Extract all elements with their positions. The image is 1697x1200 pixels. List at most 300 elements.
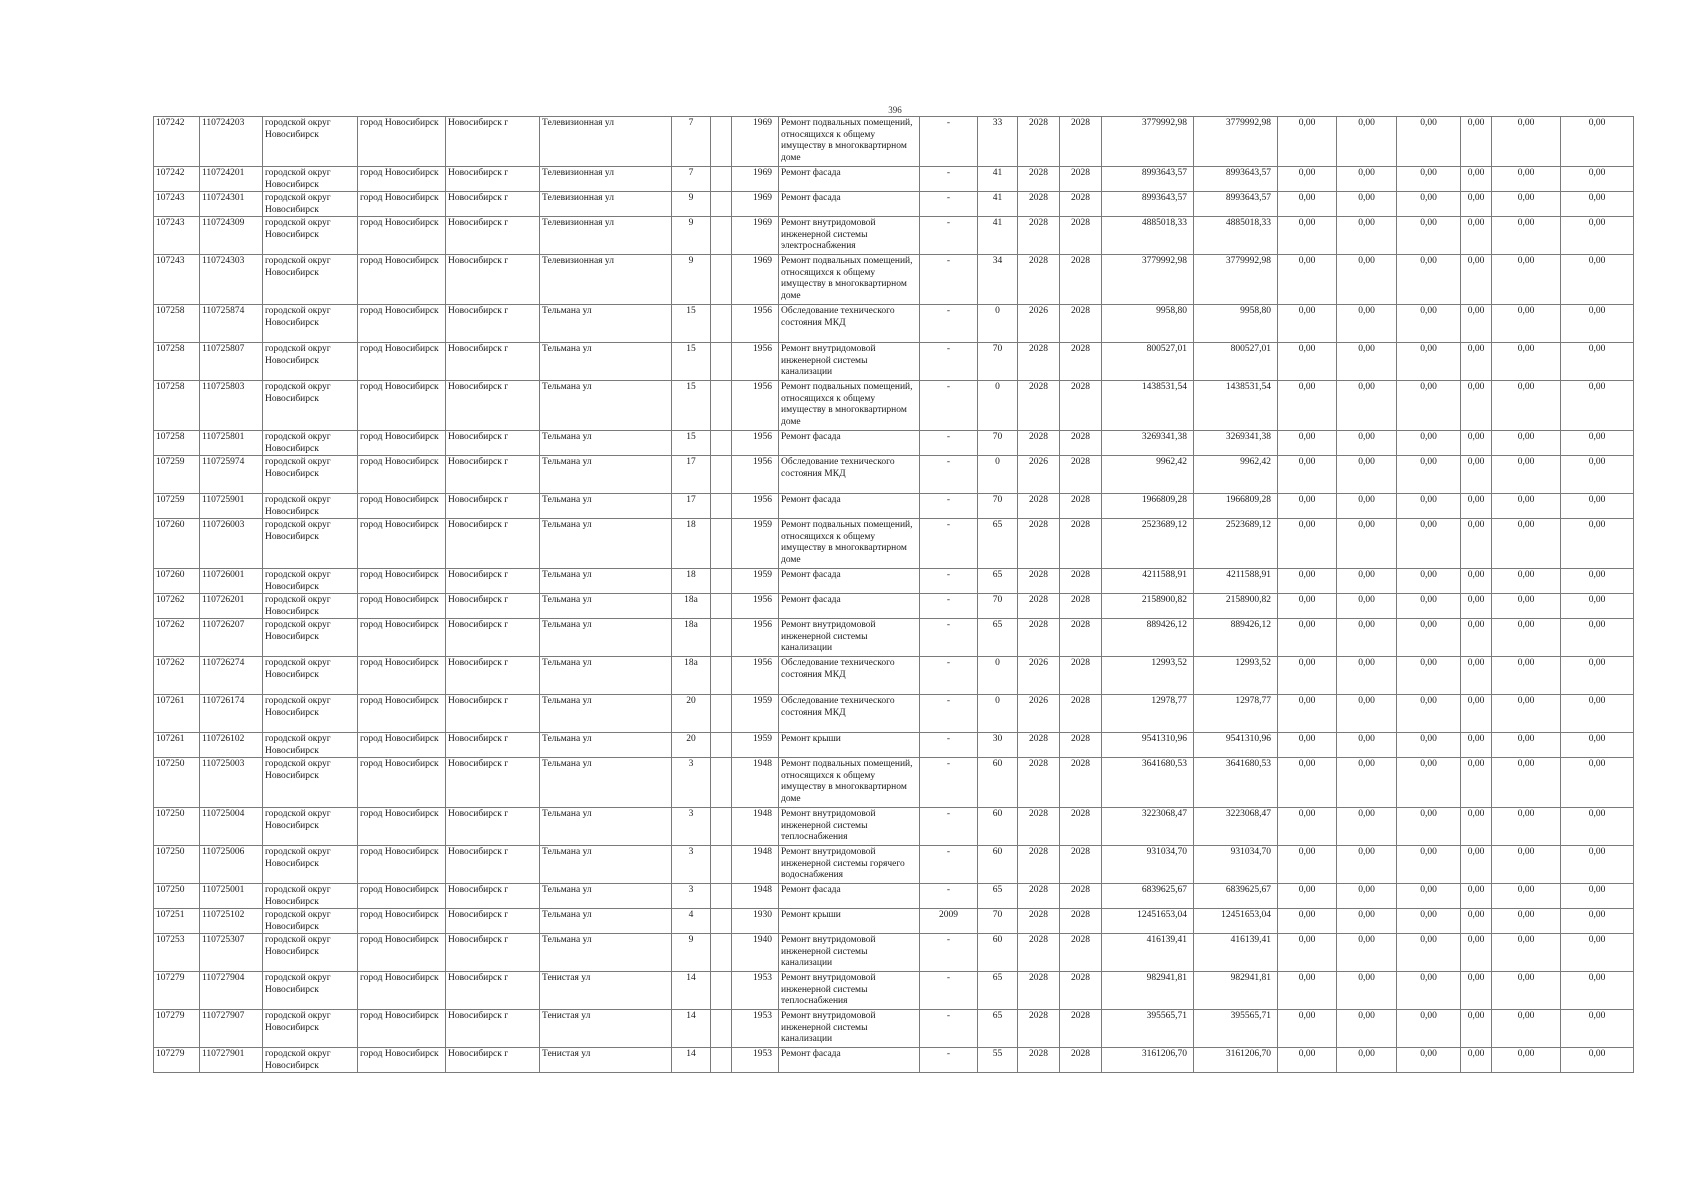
cell-last-repair-year: - — [920, 808, 978, 846]
cell-last-repair-year: - — [920, 619, 978, 657]
cell-locality: Новосибирск г — [446, 381, 540, 431]
cell-street: Тельмана ул — [540, 733, 672, 758]
cell-house-id: 107250 — [154, 846, 200, 884]
cell-wear-percent: 60 — [978, 808, 1018, 846]
cell-year-built: 1956 — [732, 594, 779, 619]
cell-regional-budget: 0,00 — [1278, 846, 1337, 884]
cell-work-type: Ремонт крыши — [779, 909, 920, 934]
cell-regional-budget: 0,00 — [1278, 1048, 1337, 1073]
cell-limit-cost: 0,00 — [1561, 972, 1634, 1010]
cell-work-id: 110724201 — [200, 167, 263, 192]
cell-other-funds: 0,00 — [1461, 494, 1492, 519]
cell-plan-year-end: 2028 — [1060, 456, 1102, 494]
cell-work-type: Ремонт внутридомовой инженерной системы теплоснабжения — [779, 972, 920, 1010]
cell-settlement: город Новосибирск — [358, 695, 446, 733]
cell-wear-percent: 0 — [978, 305, 1018, 343]
cell-specific-cost: 0,00 — [1492, 619, 1561, 657]
cell-wear-percent: 60 — [978, 846, 1018, 884]
cell-settlement: город Новосибирск — [358, 192, 446, 217]
cell-locality: Новосибирск г — [446, 1010, 540, 1048]
cell-local-budget: 0,00 — [1337, 733, 1397, 758]
cell-street: Тельмана ул — [540, 569, 672, 594]
cell-local-budget: 0,00 — [1337, 808, 1397, 846]
cell-settlement: город Новосибирск — [358, 305, 446, 343]
cell-locality: Новосибирск г — [446, 217, 540, 255]
cell-street: Тельмана ул — [540, 657, 672, 695]
cell-settlement: город Новосибирск — [358, 569, 446, 594]
cell-local-budget: 0,00 — [1337, 343, 1397, 381]
cell-last-repair-year: - — [920, 255, 978, 305]
cell-owner-funds: 0,00 — [1397, 381, 1461, 431]
cell-work-type: Ремонт фасада — [779, 594, 920, 619]
cell-plan-year-start: 2028 — [1018, 846, 1060, 884]
cell-plan-year-start: 2028 — [1018, 909, 1060, 934]
cell-regional-budget: 0,00 — [1278, 758, 1337, 808]
cell-owner-funds: 0,00 — [1397, 619, 1461, 657]
cell-other-funds: 0,00 — [1461, 343, 1492, 381]
cell-last-repair-year: - — [920, 884, 978, 909]
cell-limit-cost: 0,00 — [1561, 255, 1634, 305]
cell-building — [711, 456, 732, 494]
cell-settlement: город Новосибирск — [358, 1048, 446, 1073]
cell-building — [711, 381, 732, 431]
cell-settlement: город Новосибирск — [358, 657, 446, 695]
cell-house-id: 107250 — [154, 884, 200, 909]
cell-last-repair-year: - — [920, 934, 978, 972]
cell-limit-cost: 0,00 — [1561, 909, 1634, 934]
cell-limit-cost: 0,00 — [1561, 1010, 1634, 1048]
cell-municipal-district: городской округ Новосибирск — [263, 343, 358, 381]
cell-year-built: 1969 — [732, 117, 779, 167]
table-row — [154, 569, 1634, 594]
cell-plan-year-start: 2028 — [1018, 733, 1060, 758]
cell-house-number: 4 — [672, 909, 711, 934]
cell-wear-percent: 65 — [978, 569, 1018, 594]
cell-plan-year-end: 2028 — [1060, 343, 1102, 381]
cell-regional-budget: 0,00 — [1278, 909, 1337, 934]
table-row — [154, 657, 1634, 695]
cell-building — [711, 758, 732, 808]
cell-locality: Новосибирск г — [446, 619, 540, 657]
cell-locality: Новосибирск г — [446, 733, 540, 758]
cell-year-built: 1956 — [732, 381, 779, 431]
cell-owner-funds: 0,00 — [1397, 192, 1461, 217]
cell-building — [711, 117, 732, 167]
cell-settlement: город Новосибирск — [358, 381, 446, 431]
cell-house-id: 107279 — [154, 972, 200, 1010]
cell-building — [711, 733, 732, 758]
table-row — [154, 972, 1634, 1010]
cell-work-type: Ремонт фасада — [779, 192, 920, 217]
cell-settlement: город Новосибирск — [358, 758, 446, 808]
cell-plan-year-start: 2028 — [1018, 594, 1060, 619]
cell-work-type: Ремонт внутридомовой инженерной системы теплоснабжения — [779, 808, 920, 846]
cell-street: Тельмана ул — [540, 758, 672, 808]
cell-house-id: 107243 — [154, 217, 200, 255]
cell-specific-cost: 0,00 — [1492, 381, 1561, 431]
page-number: 396 — [888, 105, 902, 115]
cell-plan-year-end: 2028 — [1060, 1010, 1102, 1048]
cell-house-number: 9 — [672, 192, 711, 217]
cell-street: Тенистая ул — [540, 1010, 672, 1048]
cell-work-id: 110724301 — [200, 192, 263, 217]
cell-fund-cost: 3223068,47 — [1194, 808, 1278, 846]
cell-building — [711, 255, 732, 305]
cell-plan-year-start: 2028 — [1018, 192, 1060, 217]
cell-house-number: 3 — [672, 846, 711, 884]
cell-street: Тельмана ул — [540, 519, 672, 569]
cell-plan-year-end: 2028 — [1060, 657, 1102, 695]
cell-last-repair-year: - — [920, 381, 978, 431]
cell-municipal-district: городской округ Новосибирск — [263, 884, 358, 909]
cell-work-id: 110727907 — [200, 1010, 263, 1048]
cell-year-built: 1953 — [732, 1010, 779, 1048]
cell-locality: Новосибирск г — [446, 117, 540, 167]
cell-year-built: 1940 — [732, 934, 779, 972]
cell-work-type: Ремонт крыши — [779, 733, 920, 758]
cell-house-id: 107258 — [154, 343, 200, 381]
cell-specific-cost: 0,00 — [1492, 456, 1561, 494]
cell-total-cost: 6839625,67 — [1102, 884, 1194, 909]
cell-total-cost: 395565,71 — [1102, 1010, 1194, 1048]
cell-total-cost: 3269341,38 — [1102, 431, 1194, 456]
cell-house-number: 9 — [672, 934, 711, 972]
cell-building — [711, 619, 732, 657]
cell-house-number: 15 — [672, 381, 711, 431]
cell-house-number: 14 — [672, 972, 711, 1010]
cell-house-id: 107279 — [154, 1048, 200, 1073]
cell-other-funds: 0,00 — [1461, 934, 1492, 972]
cell-total-cost: 3161206,70 — [1102, 1048, 1194, 1073]
cell-other-funds: 0,00 — [1461, 884, 1492, 909]
cell-year-built: 1948 — [732, 758, 779, 808]
cell-house-id: 107261 — [154, 695, 200, 733]
cell-work-id: 110726274 — [200, 657, 263, 695]
cell-specific-cost: 0,00 — [1492, 431, 1561, 456]
cell-year-built: 1948 — [732, 808, 779, 846]
cell-plan-year-start: 2028 — [1018, 808, 1060, 846]
cell-work-id: 110725807 — [200, 343, 263, 381]
cell-regional-budget: 0,00 — [1278, 594, 1337, 619]
cell-plan-year-start: 2028 — [1018, 934, 1060, 972]
cell-street: Тельмана ул — [540, 381, 672, 431]
cell-work-id: 110725974 — [200, 456, 263, 494]
cell-limit-cost: 0,00 — [1561, 884, 1634, 909]
cell-municipal-district: городской округ Новосибирск — [263, 619, 358, 657]
cell-plan-year-start: 2028 — [1018, 1048, 1060, 1073]
cell-owner-funds: 0,00 — [1397, 808, 1461, 846]
cell-year-built: 1956 — [732, 343, 779, 381]
cell-limit-cost: 0,00 — [1561, 217, 1634, 255]
cell-regional-budget: 0,00 — [1278, 431, 1337, 456]
cell-specific-cost: 0,00 — [1492, 117, 1561, 167]
cell-specific-cost: 0,00 — [1492, 733, 1561, 758]
cell-plan-year-end: 2028 — [1060, 519, 1102, 569]
cell-street: Телевизионная ул — [540, 117, 672, 167]
cell-fund-cost: 982941,81 — [1194, 972, 1278, 1010]
cell-settlement: город Новосибирск — [358, 619, 446, 657]
cell-other-funds: 0,00 — [1461, 1010, 1492, 1048]
cell-plan-year-start: 2028 — [1018, 381, 1060, 431]
cell-owner-funds: 0,00 — [1397, 167, 1461, 192]
cell-locality: Новосибирск г — [446, 431, 540, 456]
cell-last-repair-year: 2009 — [920, 909, 978, 934]
cell-plan-year-end: 2028 — [1060, 733, 1102, 758]
cell-wear-percent: 60 — [978, 934, 1018, 972]
table-row — [154, 255, 1634, 305]
cell-work-id: 110727901 — [200, 1048, 263, 1073]
cell-owner-funds: 0,00 — [1397, 217, 1461, 255]
cell-regional-budget: 0,00 — [1278, 167, 1337, 192]
cell-limit-cost: 0,00 — [1561, 657, 1634, 695]
cell-plan-year-start: 2028 — [1018, 255, 1060, 305]
cell-municipal-district: городской округ Новосибирск — [263, 381, 358, 431]
cell-building — [711, 1048, 732, 1073]
cell-locality: Новосибирск г — [446, 695, 540, 733]
cell-limit-cost: 0,00 — [1561, 808, 1634, 846]
cell-settlement: город Новосибирск — [358, 167, 446, 192]
cell-owner-funds: 0,00 — [1397, 494, 1461, 519]
cell-settlement: город Новосибирск — [358, 884, 446, 909]
cell-municipal-district: городской округ Новосибирск — [263, 569, 358, 594]
cell-year-built: 1948 — [732, 884, 779, 909]
cell-street: Тельмана ул — [540, 456, 672, 494]
cell-total-cost: 9541310,96 — [1102, 733, 1194, 758]
cell-work-type: Ремонт фасада — [779, 884, 920, 909]
cell-settlement: город Новосибирск — [358, 431, 446, 456]
cell-total-cost: 12993,52 — [1102, 657, 1194, 695]
cell-local-budget: 0,00 — [1337, 594, 1397, 619]
cell-other-funds: 0,00 — [1461, 217, 1492, 255]
cell-plan-year-end: 2028 — [1060, 695, 1102, 733]
cell-total-cost: 3779992,98 — [1102, 117, 1194, 167]
cell-local-budget: 0,00 — [1337, 695, 1397, 733]
cell-wear-percent: 70 — [978, 494, 1018, 519]
cell-last-repair-year: - — [920, 657, 978, 695]
cell-house-id: 107243 — [154, 255, 200, 305]
cell-wear-percent: 70 — [978, 909, 1018, 934]
cell-house-id: 107260 — [154, 519, 200, 569]
cell-building — [711, 305, 732, 343]
table-row — [154, 1010, 1634, 1048]
cell-other-funds: 0,00 — [1461, 972, 1492, 1010]
cell-work-type: Ремонт подвальных помещений, относящихся к общему имуществу в многоквартирном доме — [779, 117, 920, 167]
cell-municipal-district: городской округ Новосибирск — [263, 305, 358, 343]
table-row — [154, 117, 1634, 167]
cell-total-cost: 8993643,57 — [1102, 167, 1194, 192]
cell-street: Тельмана ул — [540, 594, 672, 619]
cell-street: Телевизионная ул — [540, 167, 672, 192]
cell-year-built: 1956 — [732, 431, 779, 456]
cell-work-type: Обследование технического состояния МКД — [779, 695, 920, 733]
cell-year-built: 1969 — [732, 192, 779, 217]
cell-building — [711, 594, 732, 619]
cell-house-id: 107262 — [154, 657, 200, 695]
cell-local-budget: 0,00 — [1337, 167, 1397, 192]
cell-fund-cost: 889426,12 — [1194, 619, 1278, 657]
cell-wear-percent: 33 — [978, 117, 1018, 167]
cell-year-built: 1956 — [732, 456, 779, 494]
cell-owner-funds: 0,00 — [1397, 657, 1461, 695]
document-table-container — [153, 116, 1633, 1073]
cell-building — [711, 217, 732, 255]
cell-owner-funds: 0,00 — [1397, 343, 1461, 381]
cell-work-type: Ремонт фасада — [779, 431, 920, 456]
cell-wear-percent: 70 — [978, 343, 1018, 381]
cell-locality: Новосибирск г — [446, 909, 540, 934]
cell-house-number: 17 — [672, 456, 711, 494]
cell-limit-cost: 0,00 — [1561, 846, 1634, 884]
cell-work-id: 110724303 — [200, 255, 263, 305]
cell-total-cost: 3223068,47 — [1102, 808, 1194, 846]
cell-last-repair-year: - — [920, 217, 978, 255]
cell-wear-percent: 0 — [978, 695, 1018, 733]
cell-street: Тельмана ул — [540, 695, 672, 733]
cell-total-cost: 889426,12 — [1102, 619, 1194, 657]
cell-settlement: город Новосибирск — [358, 117, 446, 167]
cell-building — [711, 192, 732, 217]
cell-locality: Новосибирск г — [446, 305, 540, 343]
cell-other-funds: 0,00 — [1461, 758, 1492, 808]
cell-owner-funds: 0,00 — [1397, 884, 1461, 909]
cell-local-budget: 0,00 — [1337, 934, 1397, 972]
cell-locality: Новосибирск г — [446, 594, 540, 619]
cell-house-number: 3 — [672, 884, 711, 909]
cell-specific-cost: 0,00 — [1492, 884, 1561, 909]
cell-wear-percent: 65 — [978, 1010, 1018, 1048]
cell-total-cost: 12978,77 — [1102, 695, 1194, 733]
cell-plan-year-start: 2028 — [1018, 343, 1060, 381]
cell-wear-percent: 70 — [978, 431, 1018, 456]
cell-owner-funds: 0,00 — [1397, 909, 1461, 934]
cell-regional-budget: 0,00 — [1278, 569, 1337, 594]
cell-house-id: 107258 — [154, 305, 200, 343]
cell-locality: Новосибирск г — [446, 808, 540, 846]
cell-locality: Новосибирск г — [446, 657, 540, 695]
cell-plan-year-start: 2028 — [1018, 117, 1060, 167]
cell-work-id: 110724203 — [200, 117, 263, 167]
cell-owner-funds: 0,00 — [1397, 846, 1461, 884]
cell-plan-year-end: 2028 — [1060, 381, 1102, 431]
cell-owner-funds: 0,00 — [1397, 1048, 1461, 1073]
cell-house-number: 20 — [672, 695, 711, 733]
cell-fund-cost: 931034,70 — [1194, 846, 1278, 884]
cell-year-built: 1956 — [732, 657, 779, 695]
cell-fund-cost: 6839625,67 — [1194, 884, 1278, 909]
cell-last-repair-year: - — [920, 192, 978, 217]
cell-house-id: 107258 — [154, 431, 200, 456]
cell-plan-year-start: 2028 — [1018, 884, 1060, 909]
table-row — [154, 619, 1634, 657]
cell-fund-cost: 9541310,96 — [1194, 733, 1278, 758]
cell-work-type: Ремонт внутридомовой инженерной системы электроснабжения — [779, 217, 920, 255]
cell-plan-year-end: 2028 — [1060, 117, 1102, 167]
cell-year-built: 1959 — [732, 569, 779, 594]
cell-house-id: 107260 — [154, 569, 200, 594]
cell-work-id: 110725006 — [200, 846, 263, 884]
cell-house-number: 14 — [672, 1048, 711, 1073]
cell-other-funds: 0,00 — [1461, 1048, 1492, 1073]
cell-street: Тельмана ул — [540, 431, 672, 456]
cell-house-id: 107261 — [154, 733, 200, 758]
cell-building — [711, 1010, 732, 1048]
cell-work-id: 110726001 — [200, 569, 263, 594]
cell-street: Телевизионная ул — [540, 255, 672, 305]
cell-total-cost: 1438531,54 — [1102, 381, 1194, 431]
cell-wear-percent: 41 — [978, 217, 1018, 255]
cell-fund-cost: 1438531,54 — [1194, 381, 1278, 431]
cell-locality: Новосибирск г — [446, 343, 540, 381]
cell-last-repair-year: - — [920, 1048, 978, 1073]
cell-municipal-district: городской округ Новосибирск — [263, 909, 358, 934]
cell-fund-cost: 12993,52 — [1194, 657, 1278, 695]
cell-work-id: 110725801 — [200, 431, 263, 456]
cell-fund-cost: 2523689,12 — [1194, 519, 1278, 569]
cell-plan-year-start: 2026 — [1018, 305, 1060, 343]
cell-house-id: 107250 — [154, 808, 200, 846]
cell-local-budget: 0,00 — [1337, 972, 1397, 1010]
cell-local-budget: 0,00 — [1337, 217, 1397, 255]
cell-last-repair-year: - — [920, 569, 978, 594]
cell-plan-year-start: 2028 — [1018, 217, 1060, 255]
cell-work-id: 110725803 — [200, 381, 263, 431]
cell-limit-cost: 0,00 — [1561, 519, 1634, 569]
cell-fund-cost: 2158900,82 — [1194, 594, 1278, 619]
cell-regional-budget: 0,00 — [1278, 456, 1337, 494]
cell-owner-funds: 0,00 — [1397, 431, 1461, 456]
cell-building — [711, 972, 732, 1010]
cell-total-cost: 2523689,12 — [1102, 519, 1194, 569]
cell-fund-cost: 4885018,33 — [1194, 217, 1278, 255]
cell-fund-cost: 3161206,70 — [1194, 1048, 1278, 1073]
cell-limit-cost: 0,00 — [1561, 117, 1634, 167]
cell-building — [711, 167, 732, 192]
cell-settlement: город Новосибирск — [358, 456, 446, 494]
cell-regional-budget: 0,00 — [1278, 343, 1337, 381]
cell-plan-year-end: 2028 — [1060, 808, 1102, 846]
cell-last-repair-year: - — [920, 758, 978, 808]
cell-plan-year-start: 2028 — [1018, 167, 1060, 192]
cell-specific-cost: 0,00 — [1492, 305, 1561, 343]
cell-work-id: 110726207 — [200, 619, 263, 657]
cell-last-repair-year: - — [920, 519, 978, 569]
cell-work-type: Ремонт внутридомовой инженерной системы канализации — [779, 934, 920, 972]
table-row — [154, 167, 1634, 192]
cell-fund-cost: 395565,71 — [1194, 1010, 1278, 1048]
cell-specific-cost: 0,00 — [1492, 695, 1561, 733]
cell-municipal-district: городской округ Новосибирск — [263, 934, 358, 972]
cell-regional-budget: 0,00 — [1278, 695, 1337, 733]
cell-specific-cost: 0,00 — [1492, 909, 1561, 934]
cell-other-funds: 0,00 — [1461, 657, 1492, 695]
cell-local-budget: 0,00 — [1337, 381, 1397, 431]
cell-locality: Новосибирск г — [446, 494, 540, 519]
cell-local-budget: 0,00 — [1337, 519, 1397, 569]
cell-limit-cost: 0,00 — [1561, 167, 1634, 192]
cell-work-type: Ремонт внутридомовой инженерной системы канализации — [779, 343, 920, 381]
cell-local-budget: 0,00 — [1337, 909, 1397, 934]
cell-other-funds: 0,00 — [1461, 846, 1492, 884]
cell-plan-year-end: 2028 — [1060, 758, 1102, 808]
cell-owner-funds: 0,00 — [1397, 117, 1461, 167]
cell-limit-cost: 0,00 — [1561, 1048, 1634, 1073]
cell-house-id: 107242 — [154, 117, 200, 167]
table-row — [154, 305, 1634, 343]
cell-last-repair-year: - — [920, 1010, 978, 1048]
table-row — [154, 808, 1634, 846]
cell-house-id: 107262 — [154, 619, 200, 657]
cell-plan-year-end: 2028 — [1060, 846, 1102, 884]
